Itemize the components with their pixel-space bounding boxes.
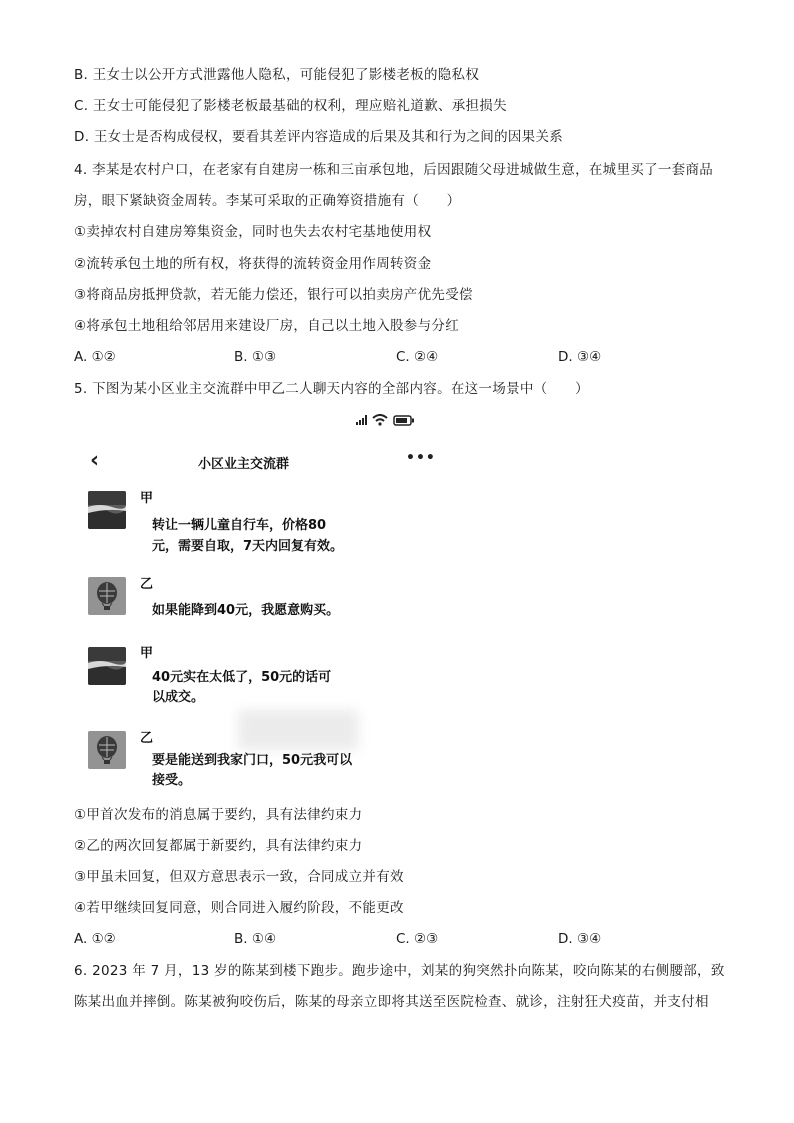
message-line: 元，需要自取，7天内回复有效。 bbox=[152, 539, 344, 554]
phone-status-bar bbox=[356, 412, 415, 428]
q5-statement-4: ④若甲继续回复同意，则合同进入履约阶段，不能更改 bbox=[74, 900, 404, 916]
avatar-yi bbox=[88, 577, 126, 615]
q5-option-a[interactable]: A. ①② bbox=[74, 931, 116, 947]
q3-option-b: B. 王女士以公开方式泄露他人隐私，可能侵犯了影楼老板的隐私权 bbox=[74, 67, 480, 83]
q5-statement-2: ②乙的两次回复都属于新要约，具有法律约束力 bbox=[74, 838, 363, 854]
q4-statement-3: ③将商品房抵押贷款，若无能力偿还，银行可以拍卖房产优先受偿 bbox=[74, 287, 473, 303]
q5-option-c[interactable]: C. ②③ bbox=[396, 931, 439, 947]
message-line: 接受。 bbox=[152, 773, 192, 788]
wifi-icon bbox=[372, 414, 388, 426]
signal-icon bbox=[356, 415, 367, 425]
q6-stem-line-1: 6. 2023 年 7 月，13 岁的陈某到楼下跑步。跑步途中，刘某的狗突然扑向陈某，咬向陈某的右侧腰部，致 bbox=[74, 963, 725, 979]
q5-option-d[interactable]: D. ③④ bbox=[558, 931, 602, 947]
q3-option-d: D. 王女士是否构成侵权，要看其差评内容造成的后果及其和行为之间的因果关系 bbox=[74, 129, 564, 145]
q4-option-d[interactable]: D. ③④ bbox=[558, 349, 602, 365]
q5-statement-1: ①甲首次发布的消息属于要约，具有法律约束力 bbox=[74, 807, 363, 823]
q5-statement-3: ③甲虽未回复，但双方意思表示一致，合同成立并有效 bbox=[74, 869, 404, 885]
message-line: 要是能送到我家门口，50元我可以 bbox=[152, 753, 353, 768]
q4-option-c[interactable]: C. ②④ bbox=[396, 349, 439, 365]
avatar-jia bbox=[88, 647, 126, 685]
q4-statement-4: ④将承包土地租给邻居用来建设厂房，自己以土地入股参与分红 bbox=[74, 318, 460, 334]
sender-name: 乙 bbox=[140, 731, 154, 746]
sender-name: 乙 bbox=[140, 577, 154, 592]
message-line: 如果能降到40元，我愿意购买。 bbox=[152, 603, 340, 618]
image-smudge bbox=[238, 710, 358, 750]
q6-stem-line-2: 陈某出血并摔倒。陈某被狗咬伤后，陈某的母亲立即将其送至医院检查、就诊，注射狂犬疫苗，并支付相 bbox=[74, 994, 709, 1010]
more-options-icon[interactable]: ••• bbox=[406, 450, 436, 466]
avatar-yi bbox=[88, 731, 126, 769]
chat-header bbox=[78, 440, 438, 484]
message-line: 40元实在太低了，50元的话可 bbox=[152, 670, 332, 685]
q4-statement-1: ①卖掉农村自建房筹集资金，同时也失去农村宅基地使用权 bbox=[74, 224, 432, 240]
sender-name: 甲 bbox=[140, 491, 154, 506]
chat-screenshot bbox=[78, 440, 438, 788]
q4-stem-line-2: 房，眼下紧缺资金周转。李某可采取的正确筹资措施有（ ） bbox=[74, 193, 461, 209]
back-arrow-icon[interactable]: ‹ bbox=[90, 448, 100, 473]
message-line: 以成交。 bbox=[152, 690, 205, 705]
battery-icon bbox=[393, 415, 415, 426]
q4-option-b[interactable]: B. ①③ bbox=[234, 349, 277, 365]
q4-stem-line-1: 4. 李某是农村户口，在老家有自建房一栋和三亩承包地，后因跟随父母进城做生意，在城里买了一套商品 bbox=[74, 162, 714, 178]
q5-option-b[interactable]: B. ①④ bbox=[234, 931, 277, 947]
q4-statement-2: ②流转承包土地的所有权，将获得的流转资金用作周转资金 bbox=[74, 256, 432, 272]
avatar-jia bbox=[88, 491, 126, 529]
message-line: 转让一辆儿童自行车，价格80 bbox=[152, 518, 327, 533]
sender-name: 甲 bbox=[140, 646, 154, 661]
q3-option-c: C. 王女士可能侵犯了影楼老板最基础的权利，理应赔礼道歉、承担损失 bbox=[74, 98, 507, 114]
q4-option-a[interactable]: A. ①② bbox=[74, 349, 116, 365]
q5-stem: 5. 下图为某小区业主交流群中甲乙二人聊天内容的全部内容。在这一场景中（ ） bbox=[74, 381, 589, 397]
chat-title: 小区业主交流群 bbox=[198, 457, 290, 472]
